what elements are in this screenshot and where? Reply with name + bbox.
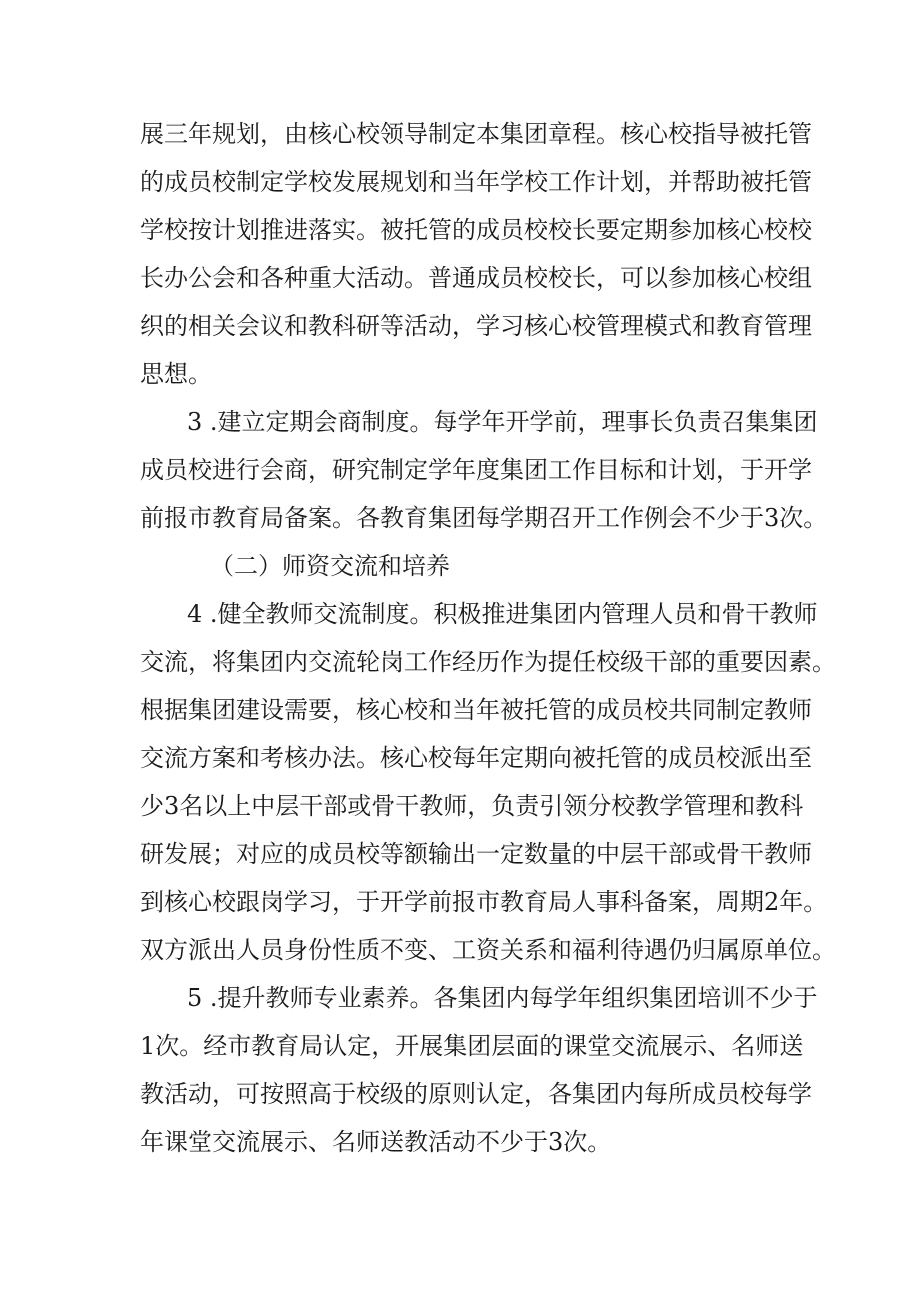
- paragraph-line: 思想。: [140, 360, 212, 388]
- numbered-item-5: 5 .提升教师专业素养。各集团内每学年组织集团培训不少于: [187, 984, 818, 1012]
- paragraph-line: 1次。经市教育局认定，开展集团层面的课堂交流展示、名师送: [140, 1032, 804, 1060]
- paragraph-line: 的成员校制定学校发展规划和当年学校工作计划，并帮助被托管: [140, 168, 812, 196]
- paragraph-line: 双方派出人员身份性质不变、工资关系和福利待遇仍归属原单位。: [140, 936, 836, 964]
- paragraph-line: 交流方案和考核办法。核心校每年定期向被托管的成员校派出至: [140, 744, 812, 772]
- paragraph-line: 教活动，可按照高于校级的原则认定，各集团内每所成员校每学: [140, 1080, 812, 1108]
- paragraph-line: 根据集团建设需要，核心校和当年被托管的成员校共同制定教师: [140, 696, 812, 724]
- paragraph-line: 前报市教育局备案。各教育集团每学期召开工作例会不少于3次。: [140, 504, 828, 532]
- paragraph-line: 研发展；对应的成员校等额输出一定数量的中层干部或骨干教师: [140, 840, 812, 868]
- paragraph-line: 少3名以上中层干部或骨干教师，负责引领分校教学管理和教科: [140, 792, 804, 820]
- paragraph-line: 到核心校跟岗学习，于开学前报市教育局人事科备案，周期2年。: [140, 888, 828, 916]
- paragraph-line: 成员校进行会商，研究制定学年度集团工作目标和计划，于开学: [140, 456, 812, 484]
- paragraph-line: 交流，将集团内交流轮岗工作经历作为提任校级干部的重要因素。: [140, 648, 836, 676]
- paragraph-line: 长办公会和各种重大活动。普通成员校校长，可以参加核心校组: [140, 264, 812, 292]
- paragraph-line: 学校按计划推进落实。被托管的成员校校长要定期参加核心校校: [140, 216, 812, 244]
- numbered-item-3: 3 .建立定期会商制度。每学年开学前，理事长负责召集集团: [187, 408, 818, 436]
- paragraph-line: 年课堂交流展示、名师送教活动不少于3次。: [140, 1128, 612, 1156]
- numbered-item-4: 4 .健全教师交流制度。积极推进集团内管理人员和骨干教师: [187, 600, 818, 628]
- paragraph-line: 展三年规划，由核心校领导制定本集团章程。核心校指导被托管: [140, 120, 812, 148]
- paragraph-line: 织的相关会议和教科研等活动，学习核心校管理模式和教育管理: [140, 312, 812, 340]
- section-heading: （二）师资交流和培养: [210, 552, 450, 580]
